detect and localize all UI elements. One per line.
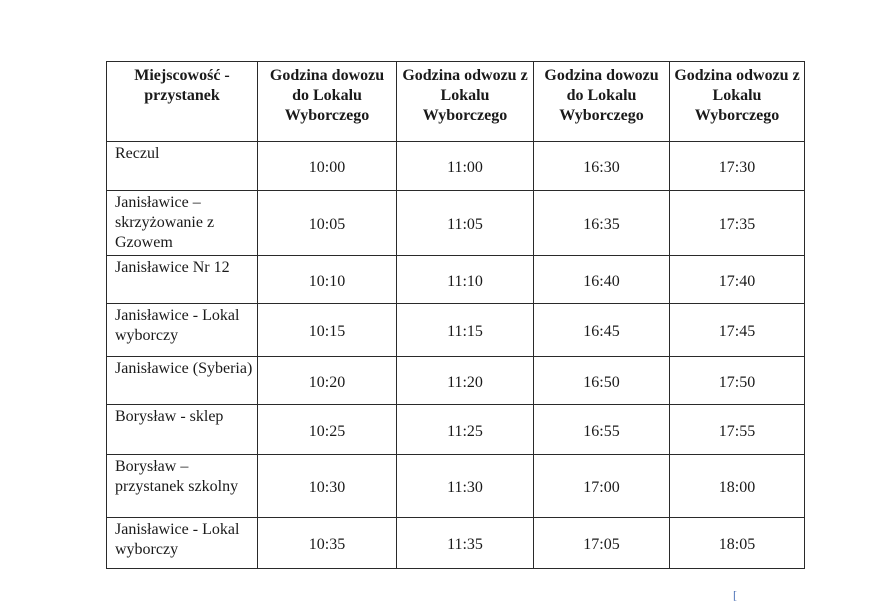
place-cell: Borysław - sklep (107, 405, 258, 455)
time-cell: 16:40 (534, 256, 670, 304)
time-cell: 17:35 (670, 191, 805, 256)
time-cell: 17:50 (670, 357, 805, 405)
stamp-mark-icon: [ (733, 588, 737, 602)
time-cell: 17:30 (670, 142, 805, 191)
time-cell: 11:25 (397, 405, 534, 455)
place-cell: Borysław – przystanek szkolny (107, 455, 258, 518)
bus-schedule-table (106, 61, 805, 569)
time-cell: 10:00 (258, 142, 397, 191)
place-cell: Janisławice (Syberia) (107, 357, 258, 405)
time-cell: 16:35 (534, 191, 670, 256)
table-row (107, 405, 805, 455)
header-delivery-time-2: Godzina dowozu do Lokalu Wyborczego (534, 62, 670, 142)
header-return-time-1: Godzina odwozu z Lokalu Wyborczego (397, 62, 534, 142)
time-cell: 11:10 (397, 256, 534, 304)
time-cell: 17:55 (670, 405, 805, 455)
table-row (107, 304, 805, 357)
table-row (107, 455, 805, 518)
time-cell: 18:00 (670, 455, 805, 518)
time-cell: 16:45 (534, 304, 670, 357)
time-cell: 18:05 (670, 518, 805, 569)
time-cell: 17:45 (670, 304, 805, 357)
time-cell: 17:05 (534, 518, 670, 569)
header-return-time-2: Godzina odwozu z Lokalu Wyborczego (670, 62, 805, 142)
header-delivery-time-1: Godzina dowozu do Lokalu Wyborczego (258, 62, 397, 142)
time-cell: 10:05 (258, 191, 397, 256)
time-cell: 16:30 (534, 142, 670, 191)
place-cell: Janisławice - Lokal wyborczy (107, 518, 258, 569)
table-row (107, 142, 805, 191)
time-cell: 11:00 (397, 142, 534, 191)
time-cell: 11:30 (397, 455, 534, 518)
header-row (107, 62, 805, 142)
header-place: Miejscowość - przystanek (107, 62, 258, 142)
table-row (107, 256, 805, 304)
table-row (107, 518, 805, 569)
time-cell: 17:00 (534, 455, 670, 518)
time-cell: 11:05 (397, 191, 534, 256)
time-cell: 10:15 (258, 304, 397, 357)
time-cell: 11:35 (397, 518, 534, 569)
time-cell: 16:50 (534, 357, 670, 405)
time-cell: 10:10 (258, 256, 397, 304)
time-cell: 10:35 (258, 518, 397, 569)
time-cell: 16:55 (534, 405, 670, 455)
place-cell: Janisławice Nr 12 (107, 256, 258, 304)
time-cell: 10:25 (258, 405, 397, 455)
table-row (107, 191, 805, 256)
place-cell: Janisławice – skrzyżowanie z Gzowem (107, 191, 258, 256)
time-cell: 10:30 (258, 455, 397, 518)
place-cell: Janisławice - Lokal wyborczy (107, 304, 258, 357)
time-cell: 10:20 (258, 357, 397, 405)
time-cell: 17:40 (670, 256, 805, 304)
time-cell: 11:20 (397, 357, 534, 405)
table-row (107, 357, 805, 405)
place-cell: Reczul (107, 142, 258, 191)
time-cell: 11:15 (397, 304, 534, 357)
